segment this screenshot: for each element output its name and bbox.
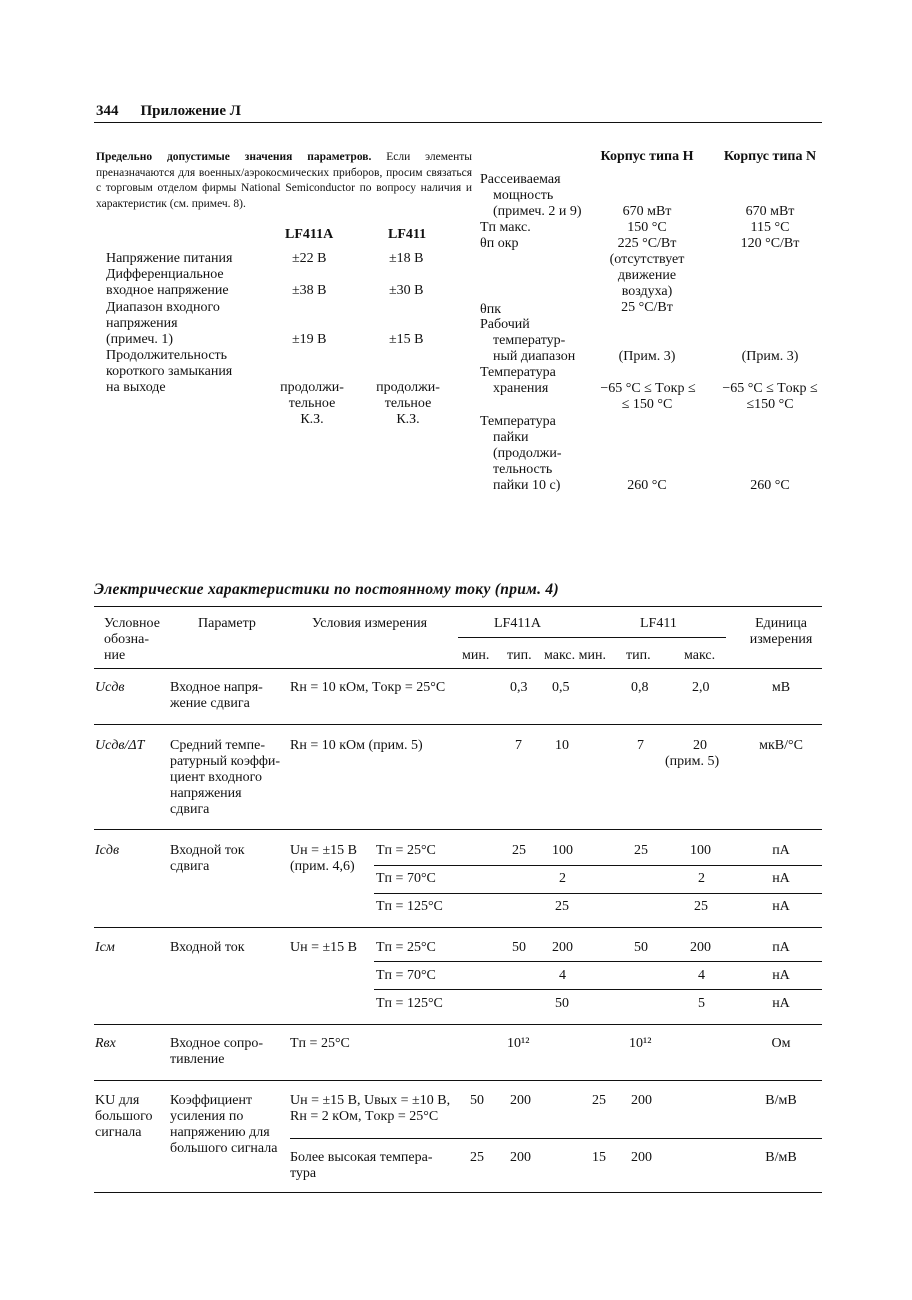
r3-param-1: Входной ток xyxy=(170,843,245,858)
solder-n: 260 °C xyxy=(750,478,790,493)
thetapk-label: θпк xyxy=(480,302,501,317)
r6-symbol-3: сигнала xyxy=(95,1125,142,1140)
store-h-1: −65 °C ≤ Tокр ≤ xyxy=(600,381,696,396)
section-title: Электрические характеристики по постоянному току (прим. 4) xyxy=(94,581,559,598)
r3b-max2: 2 xyxy=(698,871,705,886)
r1-unit: мВ xyxy=(771,680,791,695)
work-label-2: температур- xyxy=(493,333,566,348)
r2-param-1: Средний темпе- xyxy=(170,738,266,753)
table-group-rule xyxy=(458,637,726,638)
row-rule-4 xyxy=(94,1024,822,1025)
theta-label: θп окр xyxy=(480,236,519,251)
tp-n: 115 °C xyxy=(750,220,790,235)
r1-symbol: Uсдв xyxy=(95,680,125,695)
power-label-2: мощность xyxy=(493,188,554,203)
r4b-max2: 4 xyxy=(698,968,705,983)
range-label-1: Диапазон входного xyxy=(106,300,220,315)
header-conditions: Условия измерения xyxy=(312,616,428,631)
r4c-max2: 5 xyxy=(698,996,705,1011)
tp-label: Tп макс. xyxy=(480,220,531,235)
range-v1: ±19 В xyxy=(292,332,327,347)
r6a-unit: В/мВ xyxy=(765,1093,797,1108)
supply-v2: ±18 В xyxy=(389,251,424,266)
theta-h-4: воздуха) xyxy=(621,284,673,299)
page-header xyxy=(96,103,241,119)
subrow-rule-4a xyxy=(374,961,822,962)
solder-label-3: (продолжи- xyxy=(493,446,562,461)
theta-n: 120 °C/Вт xyxy=(740,236,800,251)
r3-symbol: Iсдв xyxy=(95,843,120,858)
short-v1b: тельное xyxy=(288,396,336,411)
solder-h: 260 °C xyxy=(627,478,667,493)
work-label-3: ный диапазон xyxy=(493,349,576,364)
power-label-3: (примеч. 2 и 9) xyxy=(493,204,582,219)
header-symbol-1: Условное xyxy=(104,616,160,631)
theta-h-3: движение xyxy=(617,268,677,283)
diff-label-2: входное напряжение xyxy=(106,283,229,298)
row-rule-2 xyxy=(94,829,822,830)
r2-condition: Rн = 10 кОм (прим. 5) xyxy=(290,738,423,753)
r6a-typ: 200 xyxy=(510,1093,531,1108)
range-label-2: напряжения xyxy=(106,316,178,331)
work-h: (Прим. 3) xyxy=(618,349,676,364)
r3c-max: 25 xyxy=(555,899,569,914)
r1-param-1: Входное напря- xyxy=(170,680,263,695)
header-max-min: макс. мин. xyxy=(544,648,606,663)
r6b-typ2: 200 xyxy=(631,1150,652,1165)
r4a-max2: 200 xyxy=(690,940,711,955)
r4b-max: 4 xyxy=(559,968,566,983)
r2-symbol: Uсдв/ΔT xyxy=(95,738,145,753)
r4-param-1: Входной ток xyxy=(170,940,245,955)
subrow-rule-3b xyxy=(374,893,822,894)
supply-label: Напряжение питания xyxy=(106,251,233,266)
r4-sub-cond-3: Tп = 125°C xyxy=(376,996,443,1011)
r6-param-2: усиления по xyxy=(170,1109,244,1124)
short-v2a: продолжи- xyxy=(376,380,440,395)
r6a-typ2: 200 xyxy=(631,1093,652,1108)
r6-condition-2: Rн = 2 кОм, Tокр = 25°C xyxy=(290,1109,439,1124)
r2-max2: 20 xyxy=(693,738,707,753)
header-symbol-2: обозна- xyxy=(104,632,150,647)
header-lf411: LF411 xyxy=(640,616,677,631)
work-n: (Прим. 3) xyxy=(741,349,799,364)
r5-typ2: 10¹² xyxy=(629,1036,652,1051)
r4b-unit: нА xyxy=(772,968,790,983)
r6b-unit: В/мВ xyxy=(765,1150,797,1165)
r3c-unit: нА xyxy=(772,899,790,914)
r4a-max: 200 xyxy=(552,940,573,955)
r6-param-4: большого сигнала xyxy=(170,1141,278,1156)
row-rule-1 xyxy=(94,724,822,725)
r2-unit: мкВ/°C xyxy=(759,738,803,753)
r3b-max: 2 xyxy=(559,871,566,886)
thetapk-h: 25 °C/Вт xyxy=(621,300,673,315)
r3a-unit: пА xyxy=(772,843,790,858)
header-parameter: Параметр xyxy=(198,616,256,631)
short-label-1: Продолжительность xyxy=(106,348,228,363)
theta-h-1: 225 °C/Вт xyxy=(617,236,677,251)
header-min: мин. xyxy=(462,648,490,663)
col-package-h: Корпус типа H xyxy=(600,149,694,164)
intro-text: Если элементы преназначаются для военных/аэрокосмических приборов, просим связаться с торговым отделом фирмы National Semiconductor по вопросу наличия и характеристик (см. примеч. 8). xyxy=(96,151,472,210)
intro-title: Предельно допустимые значения параметров. xyxy=(96,151,372,163)
r6b-min2: 15 xyxy=(592,1150,606,1165)
work-label-1: Рабочий xyxy=(480,317,530,332)
r2-param-4: напряжения xyxy=(170,786,242,801)
r3c-max2: 25 xyxy=(694,899,708,914)
section-name: Приложение Л xyxy=(140,103,241,119)
r6-param-1: Коэффициент xyxy=(170,1093,253,1108)
intro-paragraph xyxy=(96,150,472,212)
r6b-min: 25 xyxy=(470,1150,484,1165)
store-n-2: ≤150 °C xyxy=(746,397,794,412)
r4-sub-cond-1: Tп = 25°C xyxy=(376,940,436,955)
r2-param-5: сдвига xyxy=(170,802,210,817)
range-v2: ±15 В xyxy=(389,332,424,347)
solder-label-5: пайки 10 с) xyxy=(493,478,561,493)
store-label-1: Температура xyxy=(480,365,556,380)
r5-param-2: тивление xyxy=(170,1052,225,1067)
r3-sub-cond-1: Tп = 25°C xyxy=(376,843,436,858)
short-v2c: К.З. xyxy=(396,412,420,427)
diff-label-1: Дифференциальное xyxy=(106,267,224,282)
r1-param-2: жение сдвига xyxy=(170,696,250,711)
diff-v2: ±30 В xyxy=(389,283,424,298)
store-h-2: ≤ 150 °C xyxy=(621,397,673,412)
r2-param-2: ратурный коэффи- xyxy=(170,754,281,769)
subrow-rule-4b xyxy=(374,989,822,990)
subrow-rule-6 xyxy=(290,1138,822,1139)
solder-label-1: Температура xyxy=(480,414,556,429)
r4c-max: 50 xyxy=(555,996,569,1011)
r3a-max: 100 xyxy=(552,843,573,858)
r3-param-2: сдвига xyxy=(170,859,210,874)
row-rule-3 xyxy=(94,927,822,928)
r4a-typ2: 50 xyxy=(634,940,648,955)
r6-param-3: напряжению для xyxy=(170,1125,270,1140)
r3b-unit: нА xyxy=(772,871,790,886)
r6b-typ: 200 xyxy=(510,1150,531,1165)
store-label-2: хранения xyxy=(493,381,549,396)
power-n: 670 мВт xyxy=(745,204,795,219)
r5-condition: Tп = 25°C xyxy=(290,1036,350,1051)
r4a-unit: пА xyxy=(772,940,790,955)
r6b-condition-1: Более высокая темпера- xyxy=(290,1150,433,1165)
range-label-3: (примеч. 1) xyxy=(106,332,174,347)
r1-max: 0,5 xyxy=(552,680,570,695)
table-bottom-rule xyxy=(94,1192,822,1193)
r3-sub-cond-3: Tп = 125°C xyxy=(376,899,443,914)
table-header-rule xyxy=(94,668,822,669)
header-rule xyxy=(94,122,822,123)
header-unit-2: измерения xyxy=(749,632,813,647)
power-h: 670 мВт xyxy=(622,204,672,219)
r1-condition: Rн = 10 кОм, Tокр = 25°C xyxy=(290,680,446,695)
subrow-rule-3a xyxy=(374,865,822,866)
tp-h: 150 °C xyxy=(627,220,667,235)
header-typ: тип. xyxy=(507,648,532,663)
r4a-typ: 50 xyxy=(512,940,526,955)
r5-typ: 10¹² xyxy=(507,1036,530,1051)
r1-typ: 0,3 xyxy=(510,680,528,695)
r4-symbol: Iсм xyxy=(95,940,115,955)
header-max2: макс. xyxy=(684,648,716,663)
r2-max: 10 xyxy=(555,738,569,753)
r3a-typ2: 25 xyxy=(634,843,648,858)
r2-max2-note: (прим. 5) xyxy=(665,754,720,769)
power-label-1: Рассеиваемая xyxy=(480,172,561,187)
col-lf411a: LF411A xyxy=(285,227,334,242)
r2-typ: 7 xyxy=(515,738,522,753)
col-package-n: Корпус типа N xyxy=(723,149,817,164)
short-v1a: продолжи- xyxy=(280,380,344,395)
r6a-min2: 25 xyxy=(592,1093,606,1108)
header-symbol-3: ние xyxy=(104,648,126,663)
r6-symbol-2: большого xyxy=(95,1109,153,1124)
r5-symbol: Rвх xyxy=(95,1036,116,1051)
r1-max2: 2,0 xyxy=(692,680,710,695)
r1-typ2: 0,8 xyxy=(631,680,649,695)
short-v1c: К.З. xyxy=(300,412,324,427)
r3-sub-cond-2: Tп = 70°C xyxy=(376,871,436,886)
supply-v1: ±22 В xyxy=(292,251,327,266)
r3a-typ: 25 xyxy=(512,843,526,858)
r6b-condition-2: тура xyxy=(290,1166,317,1181)
r6-symbol-1: KU для xyxy=(95,1093,140,1108)
page-number: 344 xyxy=(96,103,119,119)
r5-param-1: Входное сопро- xyxy=(170,1036,264,1051)
header-typ2: тип. xyxy=(626,648,651,663)
r3a-max2: 100 xyxy=(690,843,711,858)
r6-condition-1: Uн = ±15 В, Uвых = ±10 В, xyxy=(290,1093,451,1108)
short-label-2: короткого замыкания xyxy=(106,364,233,379)
diff-v1: ±38 В xyxy=(292,283,327,298)
r6a-min: 50 xyxy=(470,1093,484,1108)
header-lf411a: LF411A xyxy=(494,616,541,631)
solder-label-2: пайки xyxy=(493,430,529,445)
r4-condition-1: Uн = ±15 В xyxy=(290,940,358,955)
r4-sub-cond-2: Tп = 70°C xyxy=(376,968,436,983)
r2-typ2: 7 xyxy=(637,738,644,753)
header-unit-1: Единица xyxy=(755,616,807,631)
r5-unit: Ом xyxy=(771,1036,791,1051)
short-label-3: на выходе xyxy=(106,380,166,395)
row-rule-5 xyxy=(94,1080,822,1081)
r3-condition-2: (прим. 4,6) xyxy=(290,859,355,874)
r4c-unit: нА xyxy=(772,996,790,1011)
r2-param-3: циент входного xyxy=(170,770,262,785)
col-lf411: LF411 xyxy=(388,227,427,242)
solder-label-4: тельность xyxy=(493,462,553,477)
theta-h-2: (отсутствует xyxy=(609,252,685,267)
r3-condition-1: Uн = ±15 В xyxy=(290,843,358,858)
short-v2b: тельное xyxy=(384,396,432,411)
store-n-1: −65 °C ≤ Tокр ≤ xyxy=(722,381,818,396)
table-top-rule xyxy=(94,606,822,607)
